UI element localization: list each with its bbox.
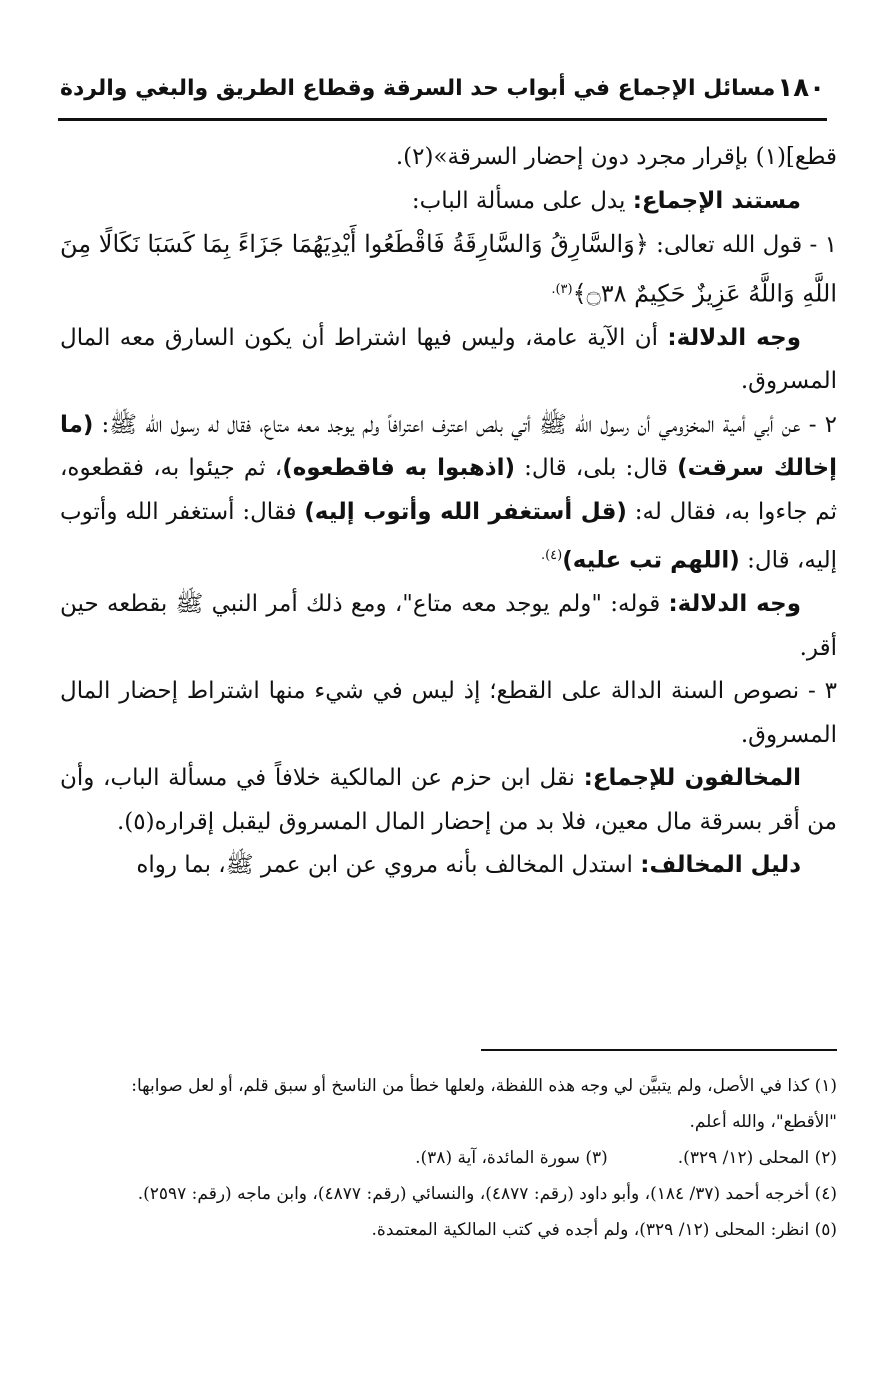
item-number: ١ -: [802, 232, 838, 258]
footnote-ref: (٣).: [551, 281, 573, 297]
paragraph-evidence: [60, 180, 837, 224]
header-rule: [58, 118, 827, 121]
paragraph-dissenter-evidence: [60, 844, 837, 888]
footnote-1: (١) كذا في الأصل، ولم يتبيَّن لي وجه هذه اللفظة، ولعلها خطأ من الناسخ أو سبق قلم، أو لعل صوابها: "الأقطع"، والله أعلم.: [131, 1076, 837, 1132]
quran-verse: ﴿وَالسَّارِقُ وَالسَّارِقَةُ فَاقْطَعُوا أَيْدِيَهُمَا جَزَاءً بِمَا كَسَبَا نَكَالًا مِنَ اللَّهِ وَاللَّهُ عَزِيزٌ حَكِيمٌ ۝٣٨﴾: [60, 230, 837, 308]
hadith-text-d: فقال: أستغفر الله وأتوب إليه، قال:: [60, 498, 837, 574]
hadith-quote-b: (اذهبوا به فاقطعوه): [282, 455, 515, 482]
quran-intro: قول الله تعالى:: [648, 232, 803, 258]
paragraph-sunnah: ٣ - نصوص السنة الدالة على القطع؛ إذ ليس في شيء منها اشتراط إحضار المال المسروق.: [60, 678, 837, 748]
hadith-quote-d: (اللهم تب عليه): [562, 547, 740, 574]
dissenters-text: نقل ابن حزم عن المالكية خلافاً في مسألة الباب، وأن من أقر بسرقة مال معين، فلا بد من إحضار المال المسروق ليقبل إقراره(٥).: [60, 765, 837, 835]
paragraph-quran-evidence: [60, 223, 837, 317]
indication-label: وجه الدلالة:: [668, 591, 801, 618]
page-number: ١٨٠: [777, 73, 825, 103]
footnote-2: (٢) المحلى (١٢/ ٣٢٩).: [677, 1148, 837, 1168]
paragraph-indication-2: [60, 583, 837, 670]
paragraph-hadith: [60, 404, 837, 584]
paragraph-indication-1: [60, 317, 837, 404]
evidence-label: مستند الإجماع:: [632, 187, 801, 214]
footnote-5: (٥) انظر: المحلى (١٢/ ٣٢٩)، ولم أجده في كتب المالكية المعتمدة.: [371, 1220, 837, 1240]
indication-text: أن الآية عامة، وليس فيها اشتراط أن يكون السارق معه المال المسروق.: [60, 324, 837, 395]
dissenter-evidence-label: دليل المخالف:: [640, 852, 801, 879]
hadith-text-a: ٢ - عن أبي أمية المخزومي أن رسول الله ﷺ أتي بلص اعترف اعترافاً ولم يوجد معه متاع، فقال له رسول الله ﷺ:: [93, 411, 837, 438]
hadith-text-c: ، ثم جيئوا به، فقطعوه، ثم جاءوا به، فقال له:: [60, 455, 837, 525]
hadith-quote-c: (قل أستغفر الله وأتوب إليه): [304, 498, 627, 525]
footnote-4: (٤) أخرجه أحمد (٣٧/ ١٨٤)، وأبو داود (رقم: ٤٨٧٧)، والنسائي (رقم: ٤٨٧٧)، وابن ماجه (رقم: ٢٥٩٧).: [137, 1184, 837, 1204]
dissenter-evidence-text: استدل المخالف بأنه مروي عن ابن عمر ﷺ، بما رواه: [136, 852, 641, 879]
footnotes: [60, 1068, 837, 1248]
running-title: مسائل الإجماع في أبواب حد السرقة وقطاع الطريق والبغي والردة: [60, 75, 776, 101]
footnote-3: (٣) سورة المائدة، آية (٣٨).: [415, 1148, 608, 1168]
footnote-row-2-3: [60, 1140, 837, 1176]
evidence-text: يدل على مسألة الباب:: [411, 187, 633, 214]
page-body: [60, 136, 837, 888]
dissenters-label: المخالفون للإجماع:: [583, 765, 801, 792]
paragraph-continuation: قطع](١) بإقرار مجرد دون إحضار السرقة»(٢).: [395, 144, 837, 170]
hadith-quote-a: (ما إخالك سرقت): [60, 411, 837, 482]
footnote-gap: [608, 1140, 678, 1176]
hadith-text-b: قال: بلى، قال:: [515, 455, 678, 482]
page-header: [60, 62, 825, 114]
footnote-separator: [481, 1049, 837, 1051]
indication-text: قوله: "ولم يوجد معه متاع"، ومع ذلك أمر النبي ﷺ بقطعه حين أقر.: [60, 591, 837, 661]
indication-label: وجه الدلالة:: [667, 324, 801, 351]
paragraph-dissenters: [60, 757, 837, 844]
footnote-ref: (٤).: [540, 548, 563, 564]
